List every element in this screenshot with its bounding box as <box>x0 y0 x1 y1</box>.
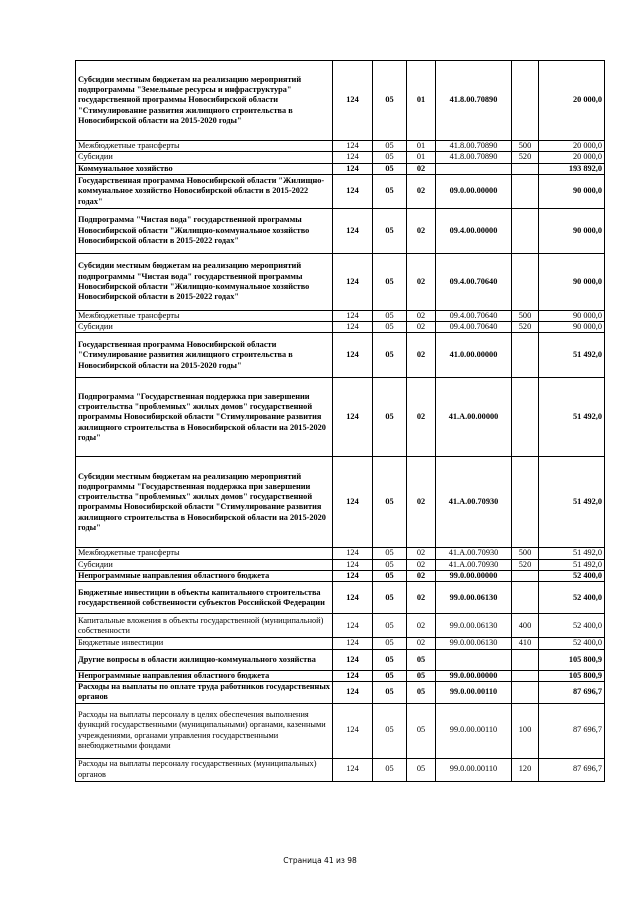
cell-name: Непрограммные направления областного бюджета <box>76 670 333 681</box>
cell-rz: 05 <box>373 681 407 703</box>
cell-sum: 20 000,0 <box>539 141 605 152</box>
cell-pr: 05 <box>407 703 436 758</box>
table-row <box>76 322 605 333</box>
cell-ved: 124 <box>333 703 373 758</box>
cell-csr: 41.А.00.70930 <box>436 559 512 570</box>
cell-pr: 05 <box>407 681 436 703</box>
cell-ved: 124 <box>333 174 373 208</box>
cell-ved: 124 <box>333 559 373 570</box>
cell-sum: 20 000,0 <box>539 152 605 163</box>
cell-csr: 99.0.00.00110 <box>436 758 512 781</box>
cell-pr: 02 <box>407 571 436 582</box>
cell-pr: 02 <box>407 457 436 548</box>
cell-name: Подпрограмма "Государственная поддержка при завершении строительства "проблемных" жилых домов" государственной программы Новосибирской области "Стимулирование развития жилищного строительства в Новосибирской области на 2015-2020 годы" <box>76 378 333 457</box>
table-row <box>76 758 605 781</box>
cell-rz: 05 <box>373 614 407 638</box>
cell-rz: 05 <box>373 548 407 559</box>
cell-pr: 02 <box>407 310 436 321</box>
cell-sum: 87 696,7 <box>539 758 605 781</box>
cell-name: Межбюджетные трансферты <box>76 548 333 559</box>
cell-pr: 05 <box>407 670 436 681</box>
cell-sum: 87 696,7 <box>539 703 605 758</box>
table-row <box>76 582 605 614</box>
cell-vr <box>512 333 539 378</box>
cell-name: Субсидии местным бюджетам на реализацию мероприятий подпрограммы "Чистая вода" государственной программы Новосибирской области "Жилищно-коммунальное хозяйство Новосибирской области в 2015-2022 годах" <box>76 253 333 310</box>
cell-csr: 41.А.00.00000 <box>436 378 512 457</box>
cell-csr: 09.4.00.70640 <box>436 310 512 321</box>
cell-ved: 124 <box>333 457 373 548</box>
cell-rz: 05 <box>373 582 407 614</box>
table-row <box>76 614 605 638</box>
cell-csr: 41.А.00.70930 <box>436 548 512 559</box>
table-row <box>76 638 605 649</box>
table-row <box>76 649 605 670</box>
cell-pr: 02 <box>407 378 436 457</box>
cell-vr: 500 <box>512 141 539 152</box>
cell-name: Непрограммные направления областного бюджета <box>76 571 333 582</box>
cell-rz: 05 <box>373 174 407 208</box>
cell-name: Межбюджетные трансферты <box>76 141 333 152</box>
cell-vr <box>512 61 539 141</box>
table-row <box>76 61 605 141</box>
cell-ved: 124 <box>333 758 373 781</box>
table-row <box>76 174 605 208</box>
cell-vr <box>512 571 539 582</box>
table-row <box>76 163 605 174</box>
cell-name: Межбюджетные трансферты <box>76 310 333 321</box>
cell-vr: 400 <box>512 614 539 638</box>
table-row <box>76 670 605 681</box>
cell-ved: 124 <box>333 163 373 174</box>
cell-csr: 41.А.00.70930 <box>436 457 512 548</box>
cell-csr: 09.4.00.00000 <box>436 208 512 253</box>
cell-name: Субсидии <box>76 322 333 333</box>
cell-rz: 05 <box>373 670 407 681</box>
cell-rz: 05 <box>373 208 407 253</box>
cell-name: Государственная программа Новосибирской области "Жилищно-коммунальное хозяйство Новосибирской области в 2015-2022 годах" <box>76 174 333 208</box>
cell-ved: 124 <box>333 310 373 321</box>
cell-csr: 99.0.00.00000 <box>436 670 512 681</box>
cell-sum: 87 696,7 <box>539 681 605 703</box>
cell-pr: 02 <box>407 253 436 310</box>
cell-pr: 02 <box>407 548 436 559</box>
cell-pr: 02 <box>407 174 436 208</box>
cell-name: Субсидии <box>76 559 333 570</box>
cell-pr: 02 <box>407 582 436 614</box>
cell-ved: 124 <box>333 571 373 582</box>
cell-sum: 51 492,0 <box>539 333 605 378</box>
cell-vr: 120 <box>512 758 539 781</box>
cell-pr: 02 <box>407 163 436 174</box>
cell-csr: 99.0.00.00000 <box>436 571 512 582</box>
cell-sum: 51 492,0 <box>539 378 605 457</box>
table-row <box>76 310 605 321</box>
cell-sum: 20 000,0 <box>539 61 605 141</box>
cell-sum: 193 892,0 <box>539 163 605 174</box>
cell-csr: 99.0.00.06130 <box>436 638 512 649</box>
table-row <box>76 681 605 703</box>
cell-csr: 99.0.00.00110 <box>436 681 512 703</box>
cell-sum: 105 800,9 <box>539 649 605 670</box>
cell-rz: 05 <box>373 559 407 570</box>
cell-csr: 41.8.00.70890 <box>436 61 512 141</box>
cell-pr: 05 <box>407 649 436 670</box>
cell-rz: 05 <box>373 163 407 174</box>
cell-sum: 52 400,0 <box>539 638 605 649</box>
cell-rz: 05 <box>373 703 407 758</box>
cell-ved: 124 <box>333 582 373 614</box>
cell-rz: 05 <box>373 322 407 333</box>
cell-name: Расходы на выплаты по оплате труда работников государственных органов <box>76 681 333 703</box>
cell-csr <box>436 163 512 174</box>
cell-rz: 05 <box>373 378 407 457</box>
table-row <box>76 703 605 758</box>
cell-pr: 02 <box>407 614 436 638</box>
cell-ved: 124 <box>333 681 373 703</box>
cell-sum: 90 000,0 <box>539 322 605 333</box>
budget-table <box>75 60 605 782</box>
cell-rz: 05 <box>373 457 407 548</box>
cell-vr: 410 <box>512 638 539 649</box>
cell-ved: 124 <box>333 638 373 649</box>
cell-csr: 09.0.00.00000 <box>436 174 512 208</box>
cell-rz: 05 <box>373 649 407 670</box>
cell-csr: 41.8.00.70890 <box>436 141 512 152</box>
cell-pr: 02 <box>407 208 436 253</box>
cell-rz: 05 <box>373 141 407 152</box>
table-row <box>76 333 605 378</box>
cell-vr <box>512 253 539 310</box>
cell-rz: 05 <box>373 310 407 321</box>
cell-rz: 05 <box>373 253 407 310</box>
table-row <box>76 208 605 253</box>
cell-rz: 05 <box>373 61 407 141</box>
cell-ved: 124 <box>333 152 373 163</box>
table-row <box>76 548 605 559</box>
cell-rz: 05 <box>373 758 407 781</box>
cell-pr: 02 <box>407 322 436 333</box>
cell-sum: 90 000,0 <box>539 174 605 208</box>
page-footer: Страница 41 из 98 <box>283 856 357 865</box>
cell-name: Субсидии местным бюджетам на реализацию мероприятий подпрограммы "Земельные ресурсы и инфраструктура" государственной программы Новосибирской области "Стимулирование развития жилищного строительства в Новосибирской области на 2015-2020 годы" <box>76 61 333 141</box>
cell-ved: 124 <box>333 378 373 457</box>
cell-name: Расходы на выплаты персоналу в целях обеспечения выполнения функций государственными (муниципальными) органами, казенными учреждениями, органами управления государственными внебюджетными фондами <box>76 703 333 758</box>
cell-vr: 520 <box>512 322 539 333</box>
cell-pr: 02 <box>407 638 436 649</box>
table-row <box>76 457 605 548</box>
cell-ved: 124 <box>333 649 373 670</box>
cell-name: Коммунальное хозяйство <box>76 163 333 174</box>
cell-vr <box>512 378 539 457</box>
cell-vr: 520 <box>512 152 539 163</box>
cell-csr: 41.8.00.70890 <box>436 152 512 163</box>
cell-sum: 52 400,0 <box>539 614 605 638</box>
cell-csr <box>436 649 512 670</box>
cell-sum: 90 000,0 <box>539 253 605 310</box>
cell-csr: 09.4.00.70640 <box>436 322 512 333</box>
cell-vr <box>512 670 539 681</box>
cell-rz: 05 <box>373 333 407 378</box>
table-row <box>76 253 605 310</box>
cell-sum: 105 800,9 <box>539 670 605 681</box>
cell-pr: 02 <box>407 333 436 378</box>
cell-sum: 52 400,0 <box>539 571 605 582</box>
cell-vr <box>512 174 539 208</box>
cell-rz: 05 <box>373 638 407 649</box>
cell-name: Бюджетные инвестиции в объекты капитального строительства государственной собственности субъектов Российской Федерации <box>76 582 333 614</box>
cell-csr: 99.0.00.06130 <box>436 582 512 614</box>
table-row <box>76 141 605 152</box>
cell-csr: 99.0.00.00110 <box>436 703 512 758</box>
cell-pr: 05 <box>407 758 436 781</box>
cell-name: Подпрограмма "Чистая вода" государственной программы Новосибирской области "Жилищно-коммунальное хозяйство Новосибирской области в 2015-2022 годах" <box>76 208 333 253</box>
cell-name: Расходы на выплаты персоналу государственных (муниципальных) органов <box>76 758 333 781</box>
cell-sum: 51 492,0 <box>539 457 605 548</box>
table-row <box>76 152 605 163</box>
cell-name: Субсидии <box>76 152 333 163</box>
cell-rz: 05 <box>373 571 407 582</box>
cell-pr: 01 <box>407 141 436 152</box>
cell-vr: 500 <box>512 310 539 321</box>
cell-vr <box>512 649 539 670</box>
cell-name: Бюджетные инвестиции <box>76 638 333 649</box>
cell-vr: 100 <box>512 703 539 758</box>
cell-pr: 02 <box>407 559 436 570</box>
cell-name: Другие вопросы в области жилищно-коммунального хозяйства <box>76 649 333 670</box>
cell-vr: 500 <box>512 548 539 559</box>
cell-vr <box>512 208 539 253</box>
cell-name: Государственная программа Новосибирской области "Стимулирование развития жилищного строительства в Новосибирской области на 2015-2020 годы" <box>76 333 333 378</box>
table-row <box>76 559 605 570</box>
cell-name: Капитальные вложения в объекты государственной (муниципальной) собственности <box>76 614 333 638</box>
cell-vr <box>512 681 539 703</box>
table-row <box>76 378 605 457</box>
cell-ved: 124 <box>333 322 373 333</box>
cell-name: Субсидии местным бюджетам на реализацию мероприятий подпрограммы "Государственная поддержка при завершении строительства "проблемных" жилых домов" государственной программы Новосибирской области "Стимулирование развития жилищного строительства в Новосибирской области на 2015-2020 годы" <box>76 457 333 548</box>
cell-ved: 124 <box>333 333 373 378</box>
cell-vr: 520 <box>512 559 539 570</box>
cell-ved: 124 <box>333 208 373 253</box>
cell-ved: 124 <box>333 141 373 152</box>
cell-vr <box>512 582 539 614</box>
cell-pr: 01 <box>407 152 436 163</box>
cell-ved: 124 <box>333 61 373 141</box>
cell-vr <box>512 457 539 548</box>
cell-sum: 51 492,0 <box>539 559 605 570</box>
cell-sum: 90 000,0 <box>539 310 605 321</box>
cell-ved: 124 <box>333 548 373 559</box>
cell-sum: 51 492,0 <box>539 548 605 559</box>
table-row <box>76 571 605 582</box>
cell-ved: 124 <box>333 614 373 638</box>
cell-rz: 05 <box>373 152 407 163</box>
cell-ved: 124 <box>333 253 373 310</box>
cell-csr: 99.0.00.06130 <box>436 614 512 638</box>
cell-vr <box>512 163 539 174</box>
cell-pr: 01 <box>407 61 436 141</box>
cell-sum: 90 000,0 <box>539 208 605 253</box>
table-body <box>76 61 605 782</box>
cell-csr: 09.4.00.70640 <box>436 253 512 310</box>
cell-sum: 52 400,0 <box>539 582 605 614</box>
cell-ved: 124 <box>333 670 373 681</box>
cell-csr: 41.0.00.00000 <box>436 333 512 378</box>
